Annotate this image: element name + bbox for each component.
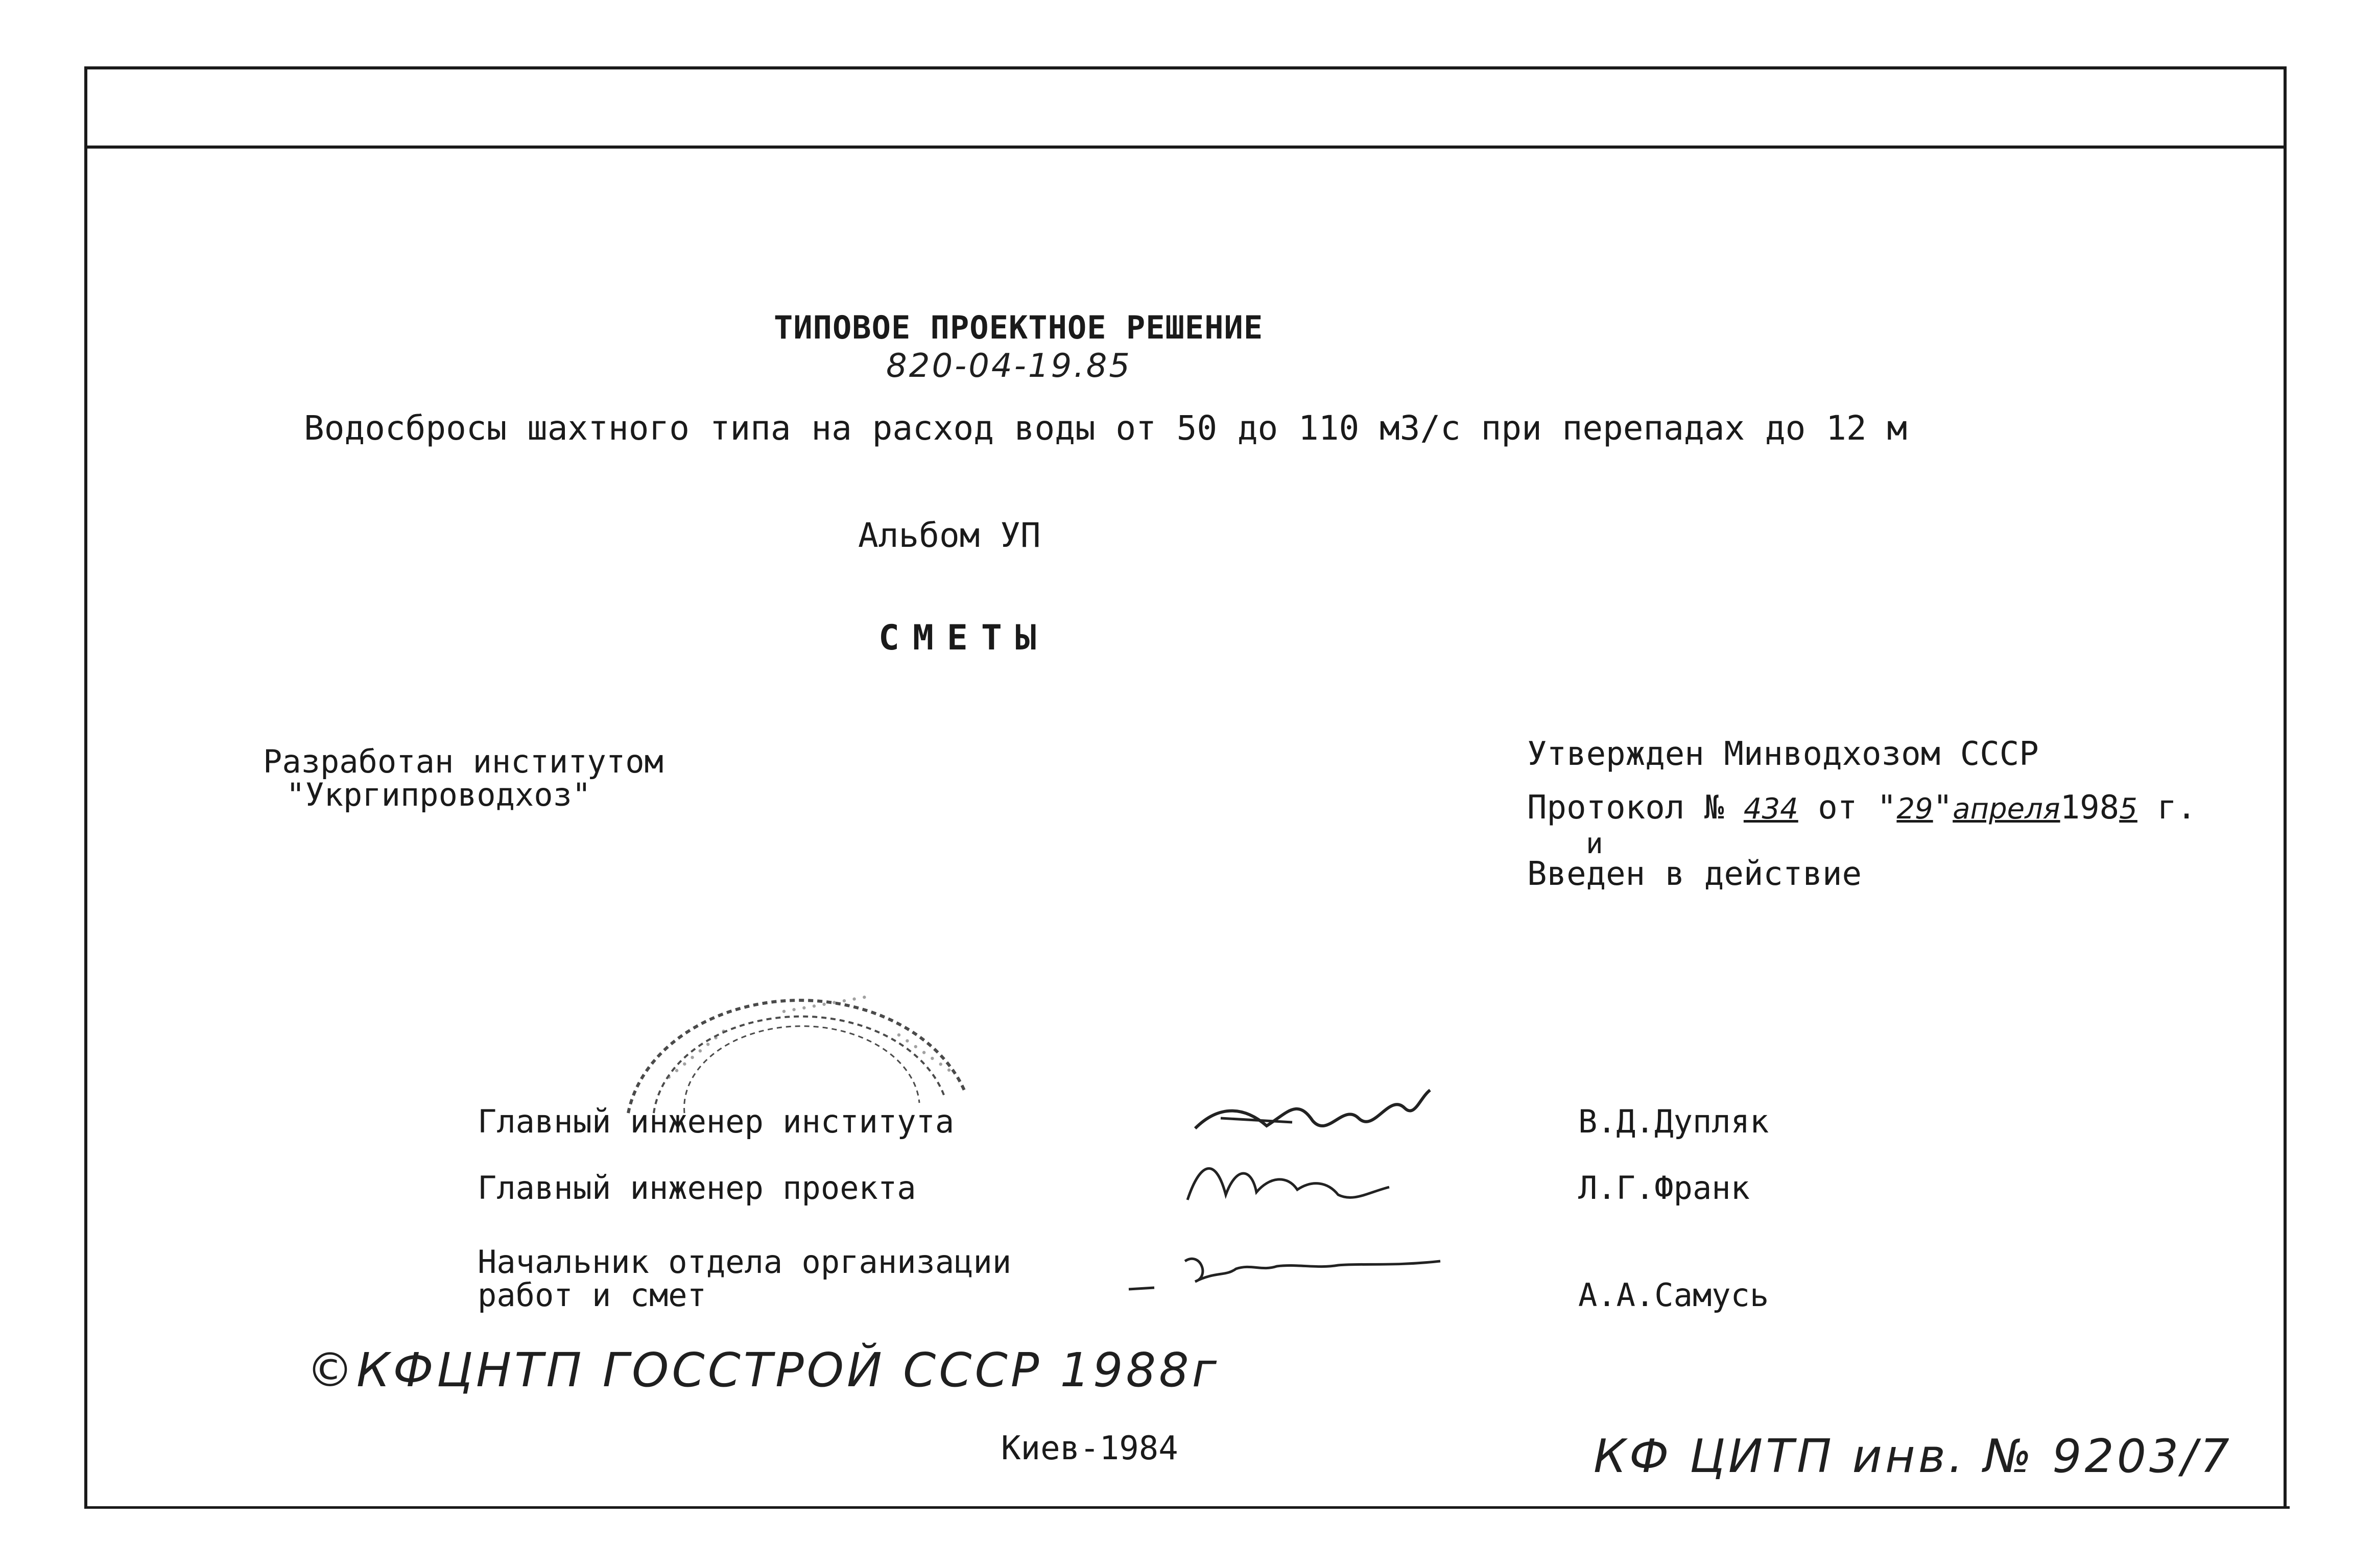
protocol-year-unit: г. bbox=[2157, 789, 2197, 827]
protocol-year-suffix: 5 bbox=[2119, 792, 2137, 826]
protocol-line: Протокол № 434 от "29"апреля1985 г. bbox=[1527, 789, 2197, 827]
protocol-month: апреля bbox=[1953, 792, 2060, 826]
inventory-number: КФ ЦИТП инв. № 9203/7 bbox=[1594, 1430, 2232, 1483]
protocol-year-prefix: 198 bbox=[2060, 789, 2120, 827]
developer-line1: Разработан институтом bbox=[263, 743, 663, 780]
signature-3 bbox=[1124, 1241, 1451, 1307]
signatory-position-line1: Начальник отдела организации bbox=[478, 1243, 1012, 1281]
approval-and: и bbox=[1586, 827, 1603, 860]
approval-line: Утвержден Минводхозом СССР bbox=[1527, 735, 2039, 773]
institute-stamp bbox=[608, 960, 996, 1174]
signature-2 bbox=[1180, 1146, 1399, 1213]
signatory-name: В.Д.Дупляк bbox=[1578, 1103, 1769, 1140]
page-frame-bottom bbox=[84, 1506, 2290, 1509]
document-title: ТИПОВОЕ ПРОЕКТНОЕ РЕШЕНИЕ bbox=[774, 309, 1264, 346]
protocol-from: от " bbox=[1818, 789, 1897, 827]
svg-text:• • • • • • • • •: • • • • • • • • • bbox=[779, 991, 869, 1019]
signatory-name: Л.Г.Франк bbox=[1578, 1169, 1750, 1207]
protocol-prefix: Протокол № bbox=[1527, 789, 1724, 827]
signatory-name: А.А.Самусь bbox=[1578, 1276, 1769, 1314]
signatory-position: Главный инженер института bbox=[478, 1103, 955, 1140]
document-code: 820-04-19.85 bbox=[886, 347, 1132, 385]
signatory-position: Главный инженер проекта bbox=[478, 1169, 916, 1207]
city-year: Киев-1984 bbox=[1001, 1430, 1178, 1467]
developer-line2: "Укргипроводхоз" bbox=[286, 776, 591, 813]
signatory-position-line2: работ и смет bbox=[478, 1276, 706, 1314]
document-description: Водосбросы шахтного типа на расход воды от 50 до 110 м3/с при перепадах до 12 м bbox=[304, 408, 1908, 448]
album-label: Альбом УП bbox=[858, 516, 1041, 555]
svg-text:• • • • • • • •: • • • • • • • • bbox=[662, 1025, 731, 1085]
enacted-line: Введен в действие bbox=[1527, 855, 1862, 893]
header-divider bbox=[84, 146, 2287, 149]
copyright-stamp: ©КФЦНТП ГОССТРОЙ СССР 1988г bbox=[306, 1343, 1220, 1397]
protocol-day: 29 bbox=[1896, 792, 1933, 826]
signature-1 bbox=[1190, 1082, 1435, 1149]
section-title: СМЕТЫ bbox=[878, 618, 1050, 658]
svg-text:• • • • • • •: • • • • • • • bbox=[892, 1028, 955, 1078]
protocol-number: 434 bbox=[1743, 792, 1798, 826]
